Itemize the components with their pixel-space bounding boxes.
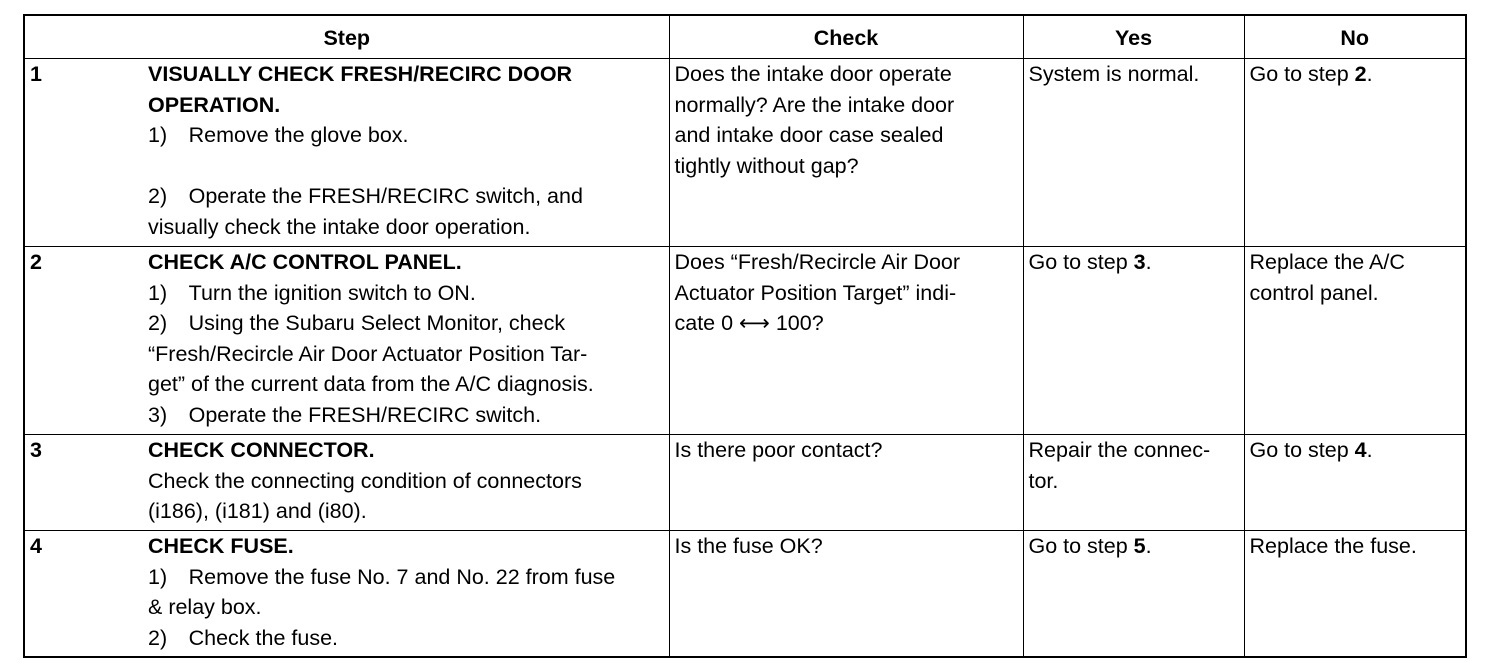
yes-cell	[1023, 247, 1244, 435]
step-instruction: 2) Check the fuse.	[148, 625, 339, 650]
step-title: VISUALLY CHECK FRESH/RECIRC DOOR	[148, 62, 573, 86]
diagnostic-table	[23, 14, 1467, 658]
check-text: Does “Fresh/Recircle Air Door	[674, 250, 961, 274]
no-cell	[1244, 531, 1466, 657]
step-instruction: “Fresh/Recircle Air Door Actuator Position Tar-	[148, 341, 588, 366]
check-text: Actuator Position Target” indi-	[674, 280, 957, 305]
check-cell	[669, 247, 1023, 435]
yes-text-suffix: .	[1145, 534, 1152, 558]
no-cell	[1244, 59, 1466, 247]
no-text: Go to step	[1249, 438, 1355, 462]
step-number: 3	[30, 438, 42, 462]
yes-cell	[1023, 531, 1244, 657]
check-text: Is there poor contact?	[674, 438, 883, 462]
step-cell	[24, 531, 669, 657]
step-title: CHECK FUSE.	[148, 534, 294, 558]
yes-cell	[1023, 435, 1244, 531]
step-instruction: 1) Remove the glove box.	[148, 123, 409, 147]
no-cell	[1244, 435, 1466, 531]
yes-cell	[1023, 59, 1244, 247]
step-ref: 2	[1354, 62, 1367, 86]
header-step: Step	[24, 15, 669, 59]
step-instruction: 2) Operate the FRESH/RECIRC switch, and	[148, 184, 583, 208]
step-cell	[24, 247, 669, 435]
check-text: Is the fuse OK?	[674, 534, 823, 558]
check-text: cate 0 ⟷ 100?	[674, 311, 824, 335]
check-text: and intake door case sealed	[674, 123, 944, 147]
step-instruction: 1) Turn the ignition switch to ON.	[148, 280, 476, 305]
no-text-suffix: .	[1366, 438, 1373, 462]
check-text: Does the intake door operate	[674, 62, 952, 86]
no-cell	[1244, 247, 1466, 435]
step-instruction: visually check the intake door operation.	[148, 214, 531, 239]
step-instruction: 2) Using the Subaru Select Monitor, check	[148, 311, 566, 335]
step-ref: 4	[1354, 438, 1367, 462]
check-text: tightly without gap?	[674, 153, 859, 178]
step-title: CHECK A/C CONTROL PANEL.	[148, 250, 462, 274]
no-text-suffix: .	[1366, 62, 1373, 86]
yes-text: tor.	[1028, 468, 1059, 493]
step-number: 4	[30, 534, 42, 558]
step-instruction: Check the connecting condition of connectors	[148, 468, 582, 493]
header-yes: Yes	[1023, 15, 1244, 59]
check-cell	[669, 59, 1023, 247]
step-cell	[24, 59, 669, 247]
step-number: 1	[30, 62, 42, 86]
table-row	[24, 435, 1466, 531]
yes-text: Go to step	[1028, 534, 1134, 558]
table-row	[24, 531, 1466, 657]
step-number: 2	[30, 250, 42, 274]
no-text: Replace the fuse.	[1249, 534, 1417, 558]
yes-text-suffix: .	[1145, 250, 1152, 274]
no-text: Replace the A/C	[1249, 250, 1405, 274]
check-text: normally? Are the intake door	[674, 92, 955, 117]
table-row	[24, 247, 1466, 435]
step-ref: 5	[1133, 534, 1146, 558]
step-instruction: get” of the current data from the A/C diagnosis.	[148, 372, 594, 396]
no-text: control panel.	[1249, 280, 1379, 305]
step-instruction: 3) Operate the FRESH/RECIRC switch.	[148, 402, 542, 427]
check-cell	[669, 531, 1023, 657]
yes-text: System is normal.	[1028, 62, 1200, 86]
no-text: Go to step	[1249, 62, 1355, 86]
step-instruction: & relay box.	[148, 595, 262, 619]
table-row	[24, 59, 1466, 247]
header-check: Check	[669, 15, 1023, 59]
step-ref: 3	[1133, 250, 1146, 274]
step-instruction: (i186), (i181) and (i80).	[148, 499, 367, 523]
header-row	[24, 15, 1466, 59]
step-cell	[24, 435, 669, 531]
step-title: CHECK CONNECTOR.	[148, 438, 375, 462]
yes-text: Repair the connec-	[1028, 438, 1211, 462]
step-instruction: 1) Remove the fuse No. 7 and No. 22 from fuse	[148, 564, 616, 589]
step-title: OPERATION.	[148, 92, 281, 117]
yes-text: Go to step	[1028, 250, 1134, 274]
header-no: No	[1244, 15, 1466, 59]
check-cell	[669, 435, 1023, 531]
